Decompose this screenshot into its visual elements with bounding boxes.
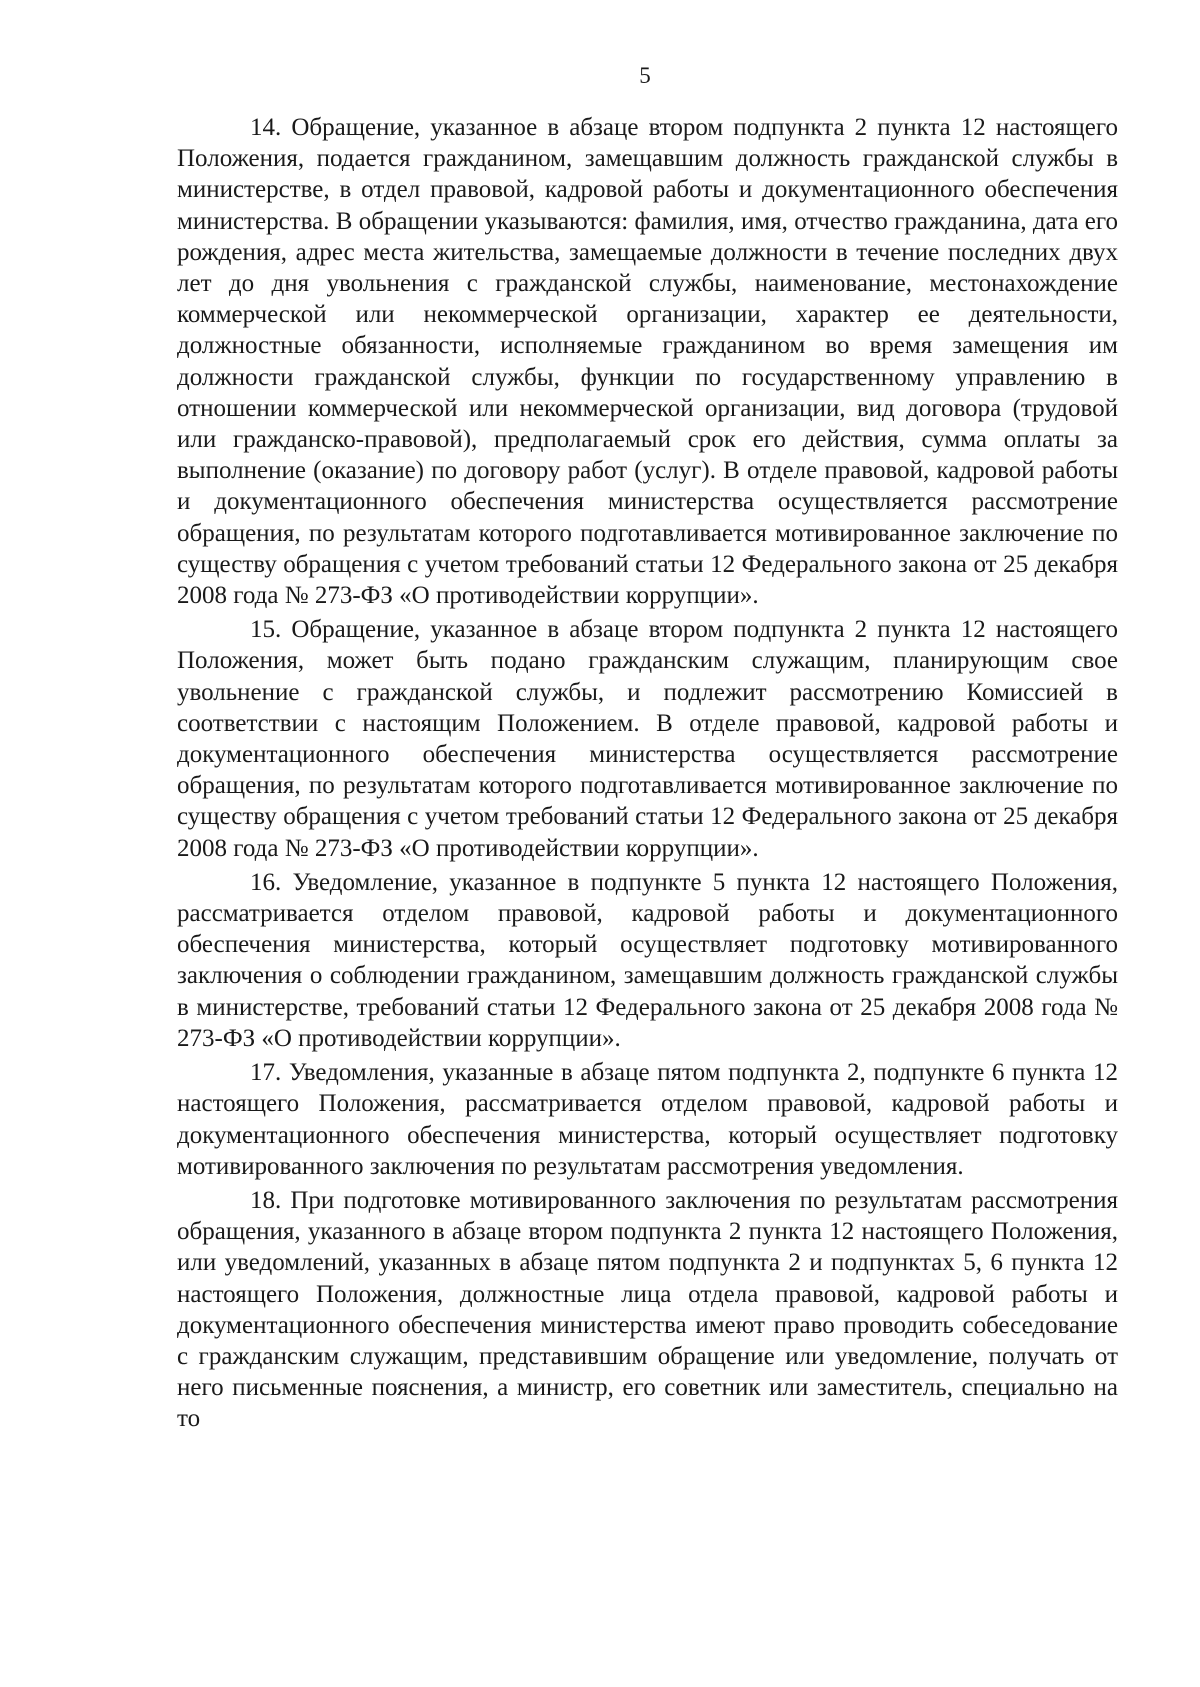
page-number: 5 (639, 63, 651, 88)
paragraph-16: 16. Уведомление, указанное в подпункте 5 пункта 12 настоящего Положения, рассматривается отделом правовой, кадровой работы и документационного обеспечения министерства, который осуществляет подготовку мотивированного заключения о соблюдении гражданином, замещавшим должность гражданской службы в министерстве, требований статьи 12 Федерального закона от 25 декабря 2008 года № 273-ФЗ «О противодействии коррупции». (177, 868, 1118, 1052)
paragraph-17: 17. Уведомления, указанные в абзаце пятом подпункта 2, подпункте 6 пункта 12 настоящего Положения, рассматривается отделом правовой, кадровой работы и документационного обеспечения министерства, который осуществляет подготовку мотивированного заключения по результатам рассмотрения уведомления. (177, 1059, 1118, 1180)
paragraph-14: 14. Обращение, указанное в абзаце втором подпункта 2 пункта 12 настоящего Положения, подается гражданином, замещавшим должность гражданской службы в министерстве, в отдел правовой, кадровой работы и документационного обеспечения министерства. В обращении указываются: фамилия, имя, отчество гражданина, дата его рождения, адрес места жительства, замещаемые должности в течение последних двух лет до дня увольнения с гражданской службы, наименование, местонахождение коммерческой или некоммерческой организации, характер ее деятельности, должностные обязанности, исполняемые гражданином во время замещения им должности гражданской службы, функции по государственному управлению в отношении коммерческой или некоммерческой организации, вид договора (трудовой или гражданско-правовой), предполагаемый срок его действия, сумма оплаты за выполнение (оказание) по договору работ (услуг). В отделе правовой, кадровой работы и документационного обеспечения министерства осуществляется рассмотрение обращения, по результатам которого подготавливается мотивированное заключение по существу обращения с учетом требований статьи 12 Федерального закона от 25 декабря 2008 года № 273-ФЗ «О противодействии коррупции». (177, 114, 1118, 610)
document-body (177, 112, 1118, 1435)
paragraph-15: 15. Обращение, указанное в абзаце втором подпункта 2 пункта 12 настоящего Положения, может быть подано гражданским служащим, планирующим свое увольнение с гражданской службы, и подлежит рассмотрению Комиссией в соответствии с настоящим Положением. В отделе правовой, кадровой работы и документационного обеспечения министерства осуществляется рассмотрение обращения, по результатам которого подготавливается мотивированное заключение по существу обращения с учетом требований статьи 12 Федерального закона от 25 декабря 2008 года № 273-ФЗ «О противодействии коррупции». (177, 616, 1118, 862)
paragraph-18: 18. При подготовке мотивированного заключения по результатам рассмотрения обращения, указанного в абзаце втором подпункта 2 пункта 12 настоящего Положения, или уведомлений, указанных в абзаце пятом подпункта 2 и подпунктах 5, 6 пункта 12 настоящего Положения, должностные лица отдела правовой, кадровой работы и документационного обеспечения министерства имеют право проводить собеседование с гражданским служащим, представившим обращение или уведомление, получать от него письменные пояснения, а министр, его советник или заместитель, специально на то (177, 1186, 1118, 1433)
